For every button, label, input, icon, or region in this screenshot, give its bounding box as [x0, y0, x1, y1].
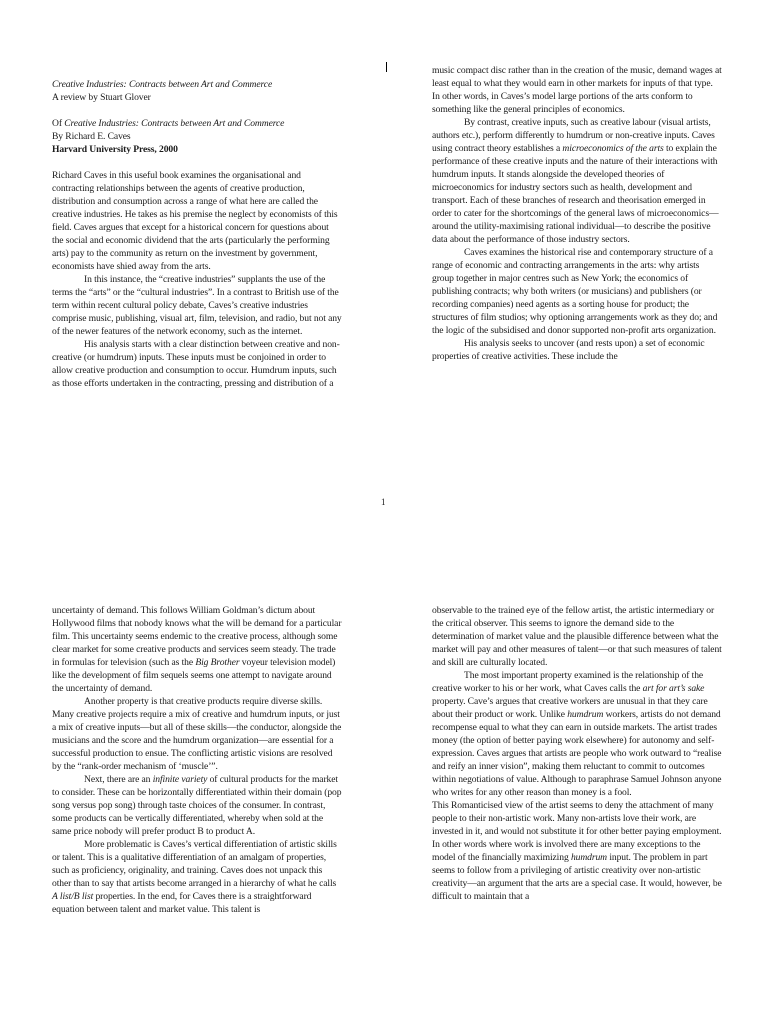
paragraph: More problematic is Caves’s vertical differentiation of artistic skills or talent. This is a qualitative differentiation of an amalgam of properties, such as proficiency, originality, and training. Caves does not unpack this other than to say that artists become arranged in a hierarchy of what he calls A list/B list properties. In the end, for Caves there is a straightforward equation between talent and market value. This talent is — [52, 839, 337, 915]
page-number: 1 — [381, 497, 386, 507]
paragraph: His analysis seeks to uncover (and rests upon) a set of economic properties of creative activities. These include the — [432, 338, 705, 362]
review-byline: A review by Stuart Glover — [52, 92, 151, 103]
paragraph: The most important property examined is the relationship of the creative worker to his or her work, what Caves calls the art for art’s sake property. Cave’s argues that creative workers are unusual in that they care about their product or work. Unlike humdrum workers, artists do not demand recompense equal to what they can earn in outside markets. The artist trades money (the option of better paying work elsewhere) for autonomy and self-expression. Caves argues that artists are people who work outward to “realise and reify an inner vision”, making them reluctant to commit to outcomes within negotiations of value. Although to paraphrase Samuel Johnson anyone who writes for any other reason than money is a fool. — [432, 670, 722, 798]
book-publisher: Harvard University Press, 2000 — [52, 144, 178, 155]
paragraph: In this instance, the “creative industries” supplants the use of the terms the “arts” or the “cultural industries”. In a contrast to British use of the term within recent cultural policy debate, Caves’s creative industries comprise music, publishing, visual art, film, television, and radio, but not any of the newer features of the network economy, such as the internet. — [52, 274, 342, 337]
right-column — [432, 604, 722, 903]
paragraph: Caves examines the historical rise and contemporary structure of a range of economic and contracting arrangements in the arts: why artists group together in major centres such as New York; the economics of publishing contracts; why both writers (or musicians) and publishers (or recording companies) need agents as a sorting house for product; the structures of film studios; why optioning arrangements work as they do; and the logic of the subsidised and donor supported non-profit arts organization. — [432, 247, 718, 336]
left-column — [52, 604, 342, 916]
right-column — [432, 64, 722, 363]
paragraph: Another property is that creative products require diverse skills. Many creative projects require a mix of creative and humdrum inputs, or just a mix of creative inputs—but all of these skills—the conductor, alongside the musicians and the score and the humdrum organization—are essential for a successful production to ensue. The conflicting artistic visions are resolved by the “rank-order mechanism of ‘muscle’”. — [52, 696, 342, 772]
paragraph: This Romanticised view of the artist seems to deny the attachment of many people to their non-artistic work. Many non-artists love their work, are invested in it, and would not substitute it for other better paying employment. In other words where work is involved there are many exceptions to the model of the financially maximizing humdrum input. The problem in part seems to follow from a privileging of artistic creativity over non-artistic creativity—an argument that the arts are a special case. It would, however, be difficult to maintain that a — [432, 800, 722, 902]
paragraph: Richard Caves in this useful book examines the organisational and contracting relationships between the agents of creative production, distribution and consumption across a range of what here are called the creative industries. He takes as his premise the neglect by economists of this field. Caves argues that except for a historical concern for questions about the social and economic dividend that the arts (particularly the performing arts) pay to the community as return on the investment by government, economists have shied away from the arts. — [52, 170, 338, 272]
paragraph: uncertainty of demand. This follows William Goldman’s dictum about Hollywood films that nobody knows what the will be demand for a particular film. This uncertainty seems endemic to the creative process, although some clear market for some creative products and services seem steady. The trade in formulas for television (such as the Big Brother voyeur television model) like the development of film sequels seems one attempt to navigate around the uncertainty of demand. — [52, 605, 342, 694]
document-page-2 — [0, 512, 768, 1024]
paragraph: By contrast, creative inputs, such as creative labour (visual artists, authors etc.), perform differently to humdrum or non-creative inputs. Caves using contract theory establishes a microeconomics of the arts to explain the performance of these creative inputs and the nature of their interactions with humdrum inputs. It stands alongside the developed theories of microeconomics for industry sectors such as health, development and transport. Each of these branches of research and theorisation emerged in order to cater for the shortcomings of the general laws of microeconomics—around the utility-maximising rational individual—to describe the positive data about the performance of those industry sectors. — [432, 117, 719, 245]
column-separator — [386, 62, 387, 72]
paragraph: music compact disc rather than in the creation of the music, demand wages at least equal to what they would earn in other markets for inputs of that type. In other words, in Caves’s model large portions of the arts conform to something like the general principles of economics. — [432, 65, 722, 115]
paragraph: observable to the trained eye of the fellow artist, the artistic intermediary or the critical observer. This seems to ignore the demand side to the determination of market value and the plausible difference between what the market will pay and other measures of talent—or that such measures of talent and skill are culturally located. — [432, 605, 722, 668]
book-author: By Richard E. Caves — [52, 131, 131, 142]
review-book-title: Creative Industries: Contracts between Art and Commerce — [52, 79, 273, 90]
paragraph: Next, there are an infinite variety of cultural products for the market to consider. These can be horizontally differentiated within their domain (pop song versus pop song) through taste choices of the consumer. In contrast, some products can be vertically differentiated, whereby when sold at the same price nobody will prefer product B to product A. — [52, 774, 342, 837]
book-citation-title: Of Creative Industries: Contracts between Art and Commerce — [52, 118, 285, 129]
paragraph: His analysis starts with a clear distinction between creative and non-creative (or humdrum) inputs. These inputs must be conjoined in order to allow creative production and consumption to occur. Humdrum inputs, such as those efforts undertaken in the contracting, pressing and distribution of a — [52, 339, 340, 389]
left-column — [52, 78, 342, 390]
